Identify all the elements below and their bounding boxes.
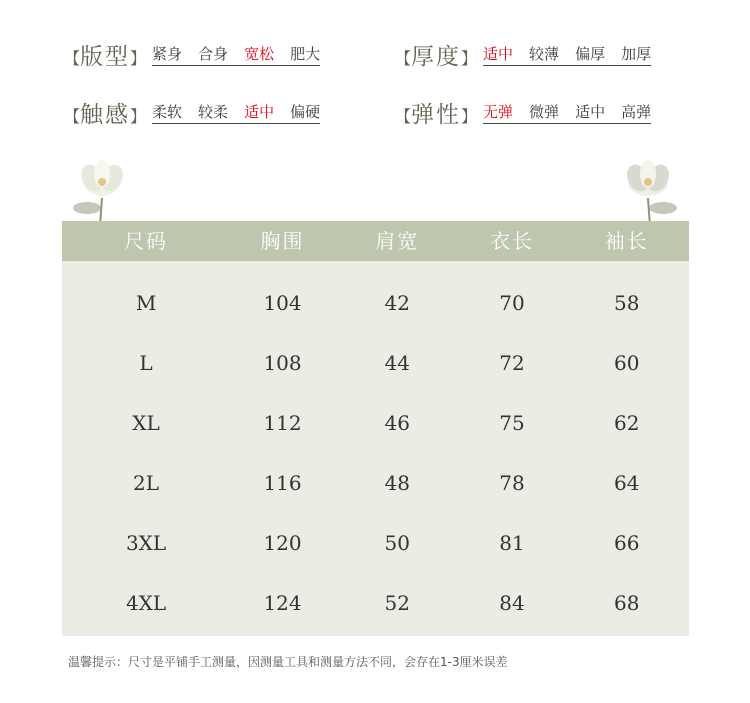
thickness-option: 偏厚 bbox=[575, 45, 606, 63]
attr-touch bbox=[64, 96, 320, 129]
header-size: 尺码 bbox=[124, 229, 169, 253]
table-cell: 68 bbox=[613, 591, 640, 615]
table-cell: 44 bbox=[384, 351, 410, 375]
table-cell: 72 bbox=[499, 351, 525, 375]
table-body bbox=[62, 273, 689, 633]
table-cell: 46 bbox=[384, 411, 410, 435]
table-cell: 62 bbox=[613, 411, 640, 435]
table-row bbox=[62, 453, 689, 513]
touch-option: 较柔 bbox=[198, 103, 229, 121]
fit-option: 紧身 bbox=[152, 45, 183, 63]
table-cell: XL bbox=[132, 411, 160, 435]
table-cell: 104 bbox=[263, 291, 302, 315]
table-cell: 75 bbox=[499, 411, 525, 435]
attr-fit bbox=[64, 38, 320, 71]
lotus-flower-icon-left bbox=[62, 148, 140, 226]
header-sleeve: 袖长 bbox=[604, 229, 649, 253]
table-row bbox=[62, 333, 689, 393]
elasticity-option: 高弹 bbox=[621, 103, 652, 121]
lotus-flower-icon-right bbox=[608, 148, 686, 226]
thickness-option: 加厚 bbox=[621, 45, 652, 63]
touch-option-selected: 适中 bbox=[244, 103, 275, 121]
table-cell: M bbox=[135, 291, 157, 315]
thickness-option-selected: 适中 bbox=[483, 45, 514, 63]
table-cell: 50 bbox=[384, 531, 410, 555]
table-header bbox=[62, 221, 689, 261]
header-length: 衣长 bbox=[489, 229, 534, 253]
attr-touch-title: 【触感】 bbox=[64, 102, 147, 128]
table-cell: 84 bbox=[499, 591, 525, 615]
touch-option: 偏硬 bbox=[290, 103, 321, 121]
attr-elasticity-options bbox=[483, 101, 651, 124]
attr-thickness bbox=[395, 38, 651, 71]
table-cell: 81 bbox=[499, 531, 525, 555]
table-cell: 42 bbox=[384, 291, 410, 315]
fit-option: 肥大 bbox=[290, 45, 321, 63]
table-cell: 70 bbox=[499, 291, 525, 315]
table-cell: 116 bbox=[263, 471, 302, 495]
table-row bbox=[62, 573, 689, 633]
table-cell: 3XL bbox=[125, 531, 167, 555]
header-shoulder: 肩宽 bbox=[375, 229, 420, 253]
table-row bbox=[62, 273, 689, 333]
table-cell: 58 bbox=[613, 291, 640, 315]
header-chest: 胸围 bbox=[260, 229, 305, 253]
attr-touch-options bbox=[152, 101, 320, 124]
attr-elasticity bbox=[395, 96, 651, 129]
touch-option: 柔软 bbox=[152, 103, 183, 121]
size-note: 温馨提示：尺寸是平铺手工测量，因测量工具和测量方法不同，会存在1-3厘米误差 bbox=[68, 655, 508, 669]
table-cell: L bbox=[139, 351, 153, 375]
table-cell: 108 bbox=[263, 351, 302, 375]
elasticity-option: 适中 bbox=[575, 103, 606, 121]
fit-option: 合身 bbox=[198, 45, 229, 63]
attr-fit-title: 【版型】 bbox=[64, 44, 147, 70]
table-cell: 52 bbox=[384, 591, 410, 615]
table-cell: 2L bbox=[133, 471, 160, 495]
thickness-option: 较薄 bbox=[529, 45, 560, 63]
table-row bbox=[62, 393, 689, 453]
table-cell: 120 bbox=[263, 531, 302, 555]
attr-thickness-options bbox=[483, 43, 651, 66]
attr-elasticity-title: 【弹性】 bbox=[395, 102, 478, 128]
table-cell: 78 bbox=[499, 471, 525, 495]
table-cell: 4XL bbox=[125, 591, 167, 615]
table-row bbox=[62, 513, 689, 573]
attr-thickness-title: 【厚度】 bbox=[395, 44, 478, 70]
table-cell: 112 bbox=[263, 411, 302, 435]
size-table bbox=[62, 221, 689, 636]
attr-fit-options bbox=[152, 43, 320, 66]
fit-option-selected: 宽松 bbox=[244, 45, 275, 63]
table-cell: 64 bbox=[613, 471, 640, 495]
elasticity-option: 微弹 bbox=[529, 103, 560, 121]
table-cell: 124 bbox=[263, 591, 302, 615]
elasticity-option-selected: 无弹 bbox=[483, 103, 514, 121]
table-cell: 48 bbox=[384, 471, 410, 495]
table-cell: 66 bbox=[613, 531, 640, 555]
table-cell: 60 bbox=[613, 351, 640, 375]
